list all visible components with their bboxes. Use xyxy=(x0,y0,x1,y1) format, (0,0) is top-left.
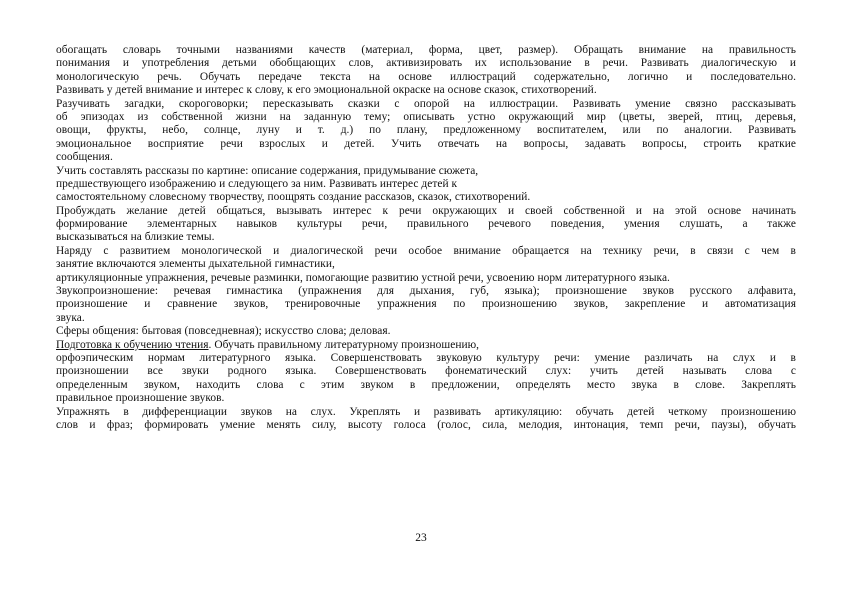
text-line: самостоятельному словесному творчеству, поощрять создание рассказов, сказок, стихотворений. xyxy=(56,191,531,204)
reading-prep-line xyxy=(56,339,796,352)
text-line: об эпизодах из собственной жизни на заданную тему; описывать устно окружающий мир (цветы, зверей, птиц, деревья, xyxy=(56,110,796,123)
reading-prep-heading: Подготовка к обучению чтения xyxy=(56,338,209,351)
text-line: овощи, фрукты, небо, солнце, луну и т. д.) по плану, предложенному воспитателем, или по аналогии. Развивать xyxy=(56,124,796,137)
text-line: сообщения. xyxy=(56,151,113,164)
text-line: предшествующего изображению и следующего за ним. Развивать интерес детей к xyxy=(56,177,458,190)
text-line: Упражнять в дифференциации звуков на слух. Укреплять и развивать артикуляцию: обучать детей четкому произношению xyxy=(56,405,796,418)
text-line: произношении все звуки родного языка. Совершенствовать фонематический слух: учить детей называть слова с xyxy=(56,365,796,378)
text-line: высказываться на близкие темы. xyxy=(56,231,215,244)
text-line: Сферы общения: бытовая (повседневная); искусство слова; деловая. xyxy=(56,325,391,338)
text-line: орфоэпическим нормам литературного языка. Совершенствовать звуковую культуру речи: умение различать на слух и в xyxy=(56,351,796,364)
text-line: Развивать у детей внимание и интерес к слову, к его эмоциональной окраске на основе сказок, стихотворений. xyxy=(56,84,597,97)
text-line: занятие включаются элементы дыхательной гимнастики, xyxy=(56,258,335,271)
text-line: обогащать словарь точными названиями качеств (материал, форма, цвет, размер). Обращать внимание на правильность xyxy=(56,44,796,56)
text-line: Наряду с развитием монологической и диалогической речи особое внимание обращается на технику речи, в связи с чем в xyxy=(56,244,796,257)
reading-prep-text: . Обучать правильному литературному произношению, xyxy=(208,338,480,351)
text-line: эмоциональное восприятие речи взрослых и детей. Учить отвечать на вопросы, задавать вопросы, строить краткие xyxy=(56,137,796,150)
text-line: слов и фраз; формировать умение менять силу, высоту голоса (голос, сила, мелодия, интонация, темп речи, паузы), обучать xyxy=(56,418,796,431)
text-line: произношение и сравнение звуков, тренировочные упражнения по произношению звуков, закрепление и автоматизация xyxy=(56,298,796,311)
text-line: Учить составлять рассказы по картине: описание содержания, придумывание сюжета, xyxy=(56,164,479,177)
text-line: правильное произношение звуков. xyxy=(56,392,225,405)
text-line: определенным звуком, находить слова с этим звуком в предложении, определять место звука в слове. Закреплять xyxy=(56,378,796,391)
text-line: артикуляционные упражнения, речевые разминки, помогающие развитию устной речи, усвоению норм литературного языка. xyxy=(56,271,670,284)
text-line: понимания и употребления детьми обобщающих слов, активизировать их использование в речи. Развивать диалогическую и xyxy=(56,57,796,70)
text-line: монологическую речь. Обучать передаче текста на основе иллюстраций содержательно, логично и последовательно. xyxy=(56,70,796,83)
text-line: звука. xyxy=(56,311,85,324)
document-body xyxy=(56,44,796,432)
text-line: формирование элементарных навыков культуры речи, правильного речевого поведения, умения слушать, а также xyxy=(56,218,796,231)
page-number: 23 xyxy=(415,532,427,544)
text-line: Разучивать загадки, скороговорки; пересказывать сказки с опорой на иллюстрации. Развивать умение связно рассказывать xyxy=(56,97,796,110)
text-line: Пробуждать желание детей общаться, вызывать интерес к речи окружающих и своей собственной и на этой основе начинать xyxy=(56,204,796,217)
text-line: Звукопроизношение: речевая гимнастика (упражнения для дыхания, губ, языка); произношение звуков русского алфавита, xyxy=(56,285,796,298)
